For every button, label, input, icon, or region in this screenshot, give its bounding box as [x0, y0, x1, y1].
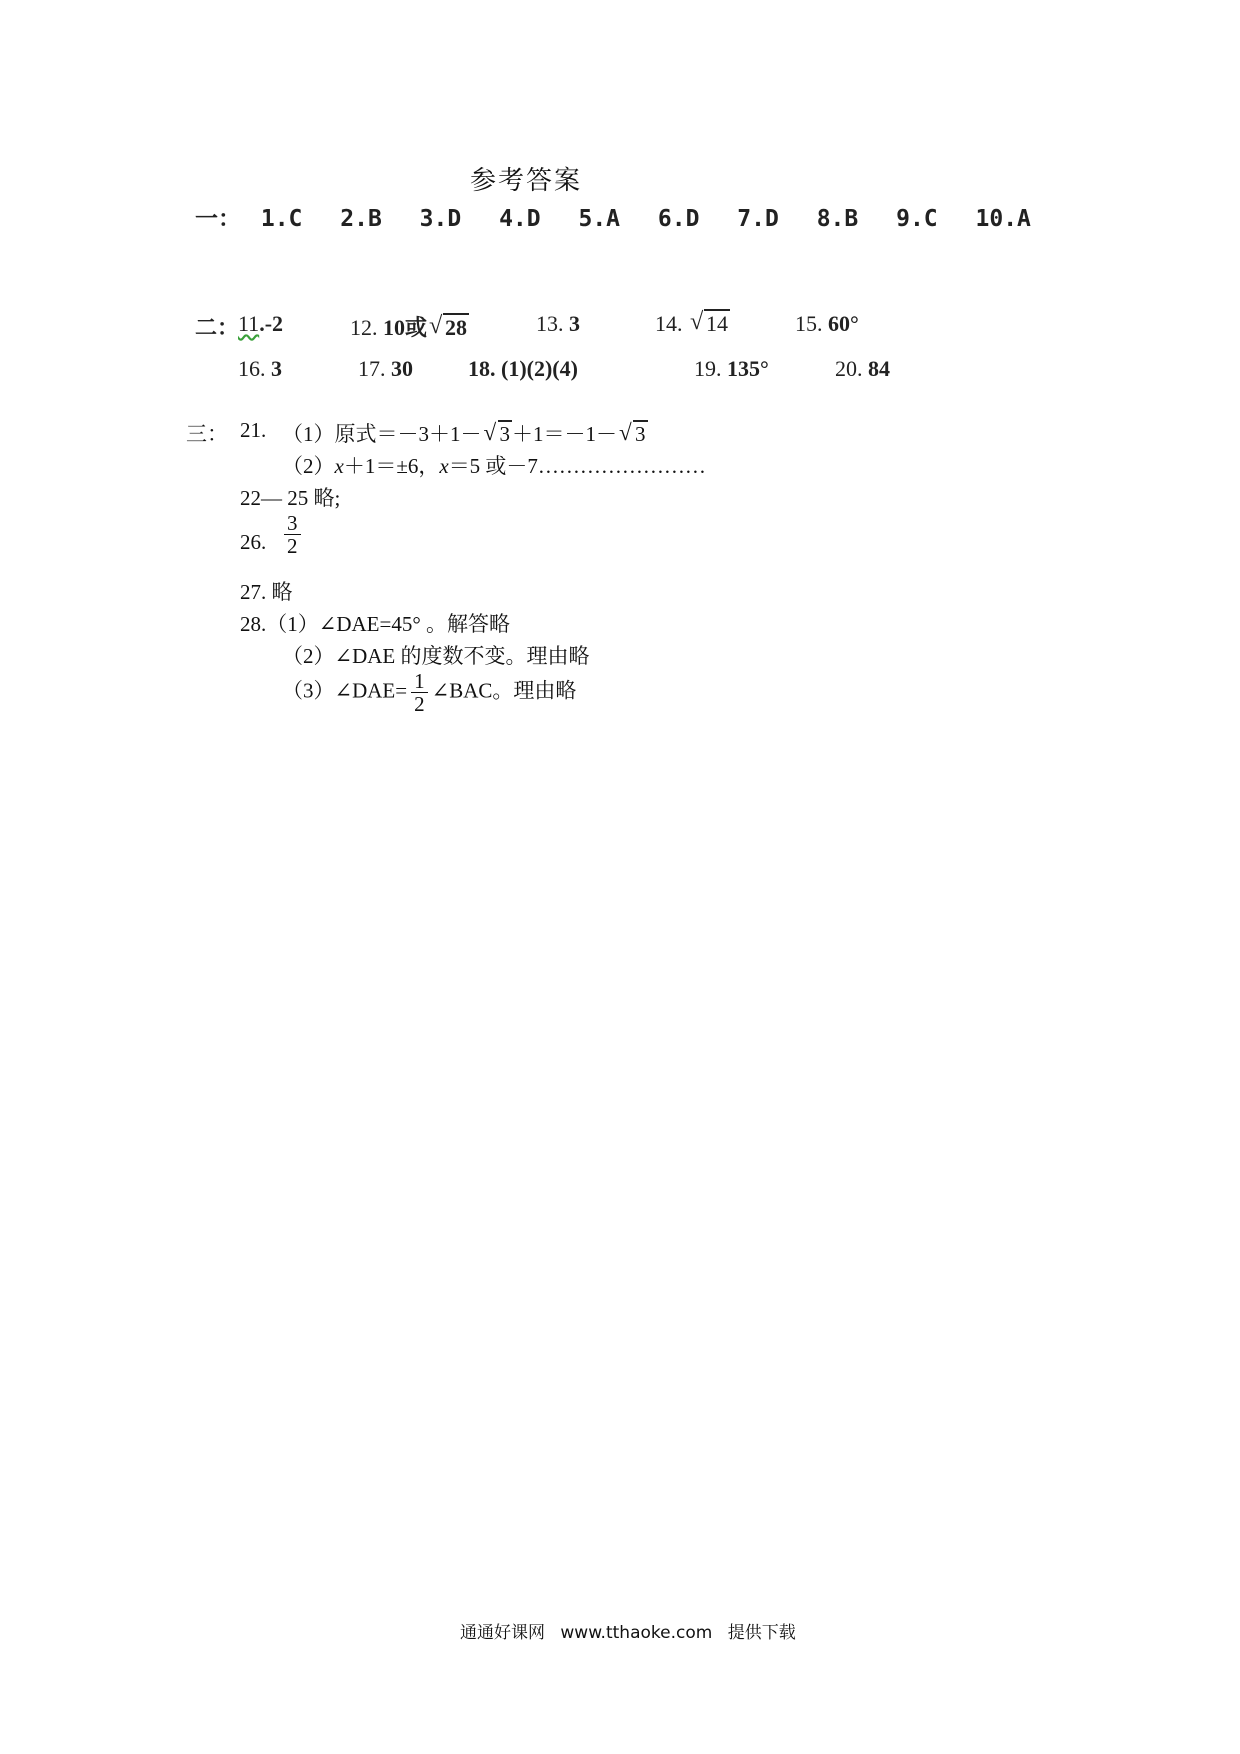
answer-13-value: 3	[569, 311, 580, 336]
answer-15	[795, 311, 859, 337]
q28-frac-numerator: 1	[411, 670, 428, 693]
answer-16-number: 16.	[238, 356, 266, 381]
answer-12-radicand: 28	[445, 315, 468, 340]
answer-14-number: 14.	[655, 311, 683, 336]
answer-18-number: 18.	[468, 356, 496, 381]
q21-part2-text-c: ＝5 或－7……………………	[448, 454, 706, 478]
footer-site-name: 通通好课网	[460, 1623, 545, 1643]
q28-part3-text-b: ∠BAC。理由略	[431, 678, 577, 703]
section1-label: 一：	[195, 206, 241, 232]
question-28-part3	[282, 670, 576, 715]
answer-11-number: 11	[238, 311, 260, 336]
answer-20	[835, 356, 890, 382]
answer-11-value: .-2	[259, 311, 284, 336]
q21-part1-sqrt1	[484, 422, 513, 447]
answer-19-number: 19.	[694, 356, 722, 381]
q21-part1-text-b: ＋1＝－1－	[512, 422, 617, 446]
answer-1: 1.C	[260, 206, 303, 232]
answer-19	[694, 356, 769, 382]
q21-part1-sqrt2	[619, 422, 648, 447]
question-27: 27. 略	[240, 580, 293, 604]
q26-frac-numerator: 3	[284, 512, 301, 535]
question-21-part2	[282, 450, 706, 480]
answer-13-number: 13.	[536, 311, 564, 336]
question-21-number: 21.	[240, 418, 267, 442]
q21-part2-text-b: ＋1＝±6，	[343, 454, 440, 478]
answer-20-value: 84	[868, 356, 890, 381]
answer-17-value: 30	[391, 356, 413, 381]
answer-2: 2.B	[340, 206, 382, 232]
answer-17	[358, 356, 413, 382]
answer-6: 6.D	[657, 206, 700, 232]
answer-16-value: 3	[271, 356, 282, 381]
q21-part2-var1: x	[334, 454, 344, 478]
answer-14-radicand: 14	[706, 311, 728, 336]
answer-3: 3.D	[419, 206, 462, 232]
answer-15-number: 15.	[795, 311, 823, 336]
answer-9: 9.C	[896, 206, 938, 232]
answer-16	[238, 356, 282, 382]
answer-11	[238, 311, 283, 337]
answer-15-value: 60°	[828, 311, 859, 336]
answer-4: 4.D	[499, 206, 541, 232]
answer-12-sqrt	[429, 315, 469, 341]
footer	[460, 1618, 806, 1643]
question-26-number: 26.	[240, 530, 267, 554]
page-title: 参考答案	[470, 166, 583, 196]
q28-frac-denominator: 2	[414, 692, 425, 717]
section2-label: 二：	[195, 315, 240, 340]
q21-part1-text-a: （1）原式＝－3＋1－	[282, 422, 482, 446]
q21-part2-var2: x	[439, 454, 449, 478]
question-28-part2: （2）∠DAE 的度数不变。理由略	[282, 644, 590, 668]
answer-14-sqrt	[690, 311, 730, 337]
answer-18-value: (1)(2)(4)	[501, 356, 578, 381]
question-22-25: 22— 25 略;	[240, 486, 341, 510]
answer-17-number: 17.	[358, 356, 386, 381]
answer-8: 8.B	[816, 206, 859, 232]
q21-part1-radicand2: 3	[635, 422, 646, 446]
question-21-part1	[282, 418, 648, 448]
answer-13	[536, 311, 580, 337]
answer-12	[350, 311, 469, 342]
answer-12-number: 12.	[350, 315, 378, 340]
answer-7: 7.D	[737, 206, 779, 232]
q21-part2-text-a: （2）	[282, 454, 335, 478]
answer-20-number: 20.	[835, 356, 863, 381]
section1-row	[195, 200, 1055, 233]
footer-suffix: 提供下载	[727, 1623, 796, 1643]
section3-label: 三：	[186, 422, 228, 446]
q21-part1-radicand1: 3	[499, 422, 510, 446]
answer-18	[468, 356, 578, 382]
q28-part3-text-a: （3）∠DAE=	[282, 678, 408, 703]
answer-10: 10.A	[975, 206, 1031, 232]
answer-14	[655, 311, 730, 337]
question-28-part1: 28.（1）∠DAE=45° 。解答略	[240, 612, 510, 636]
answer-12-value: 10或	[383, 315, 428, 340]
q26-frac-denominator: 2	[287, 534, 298, 559]
question-26-fraction	[280, 512, 305, 557]
answer-19-value: 135°	[727, 356, 769, 381]
answer-5: 5.A	[578, 206, 621, 232]
footer-url[interactable]: www.tthaoke.com	[560, 1623, 713, 1643]
